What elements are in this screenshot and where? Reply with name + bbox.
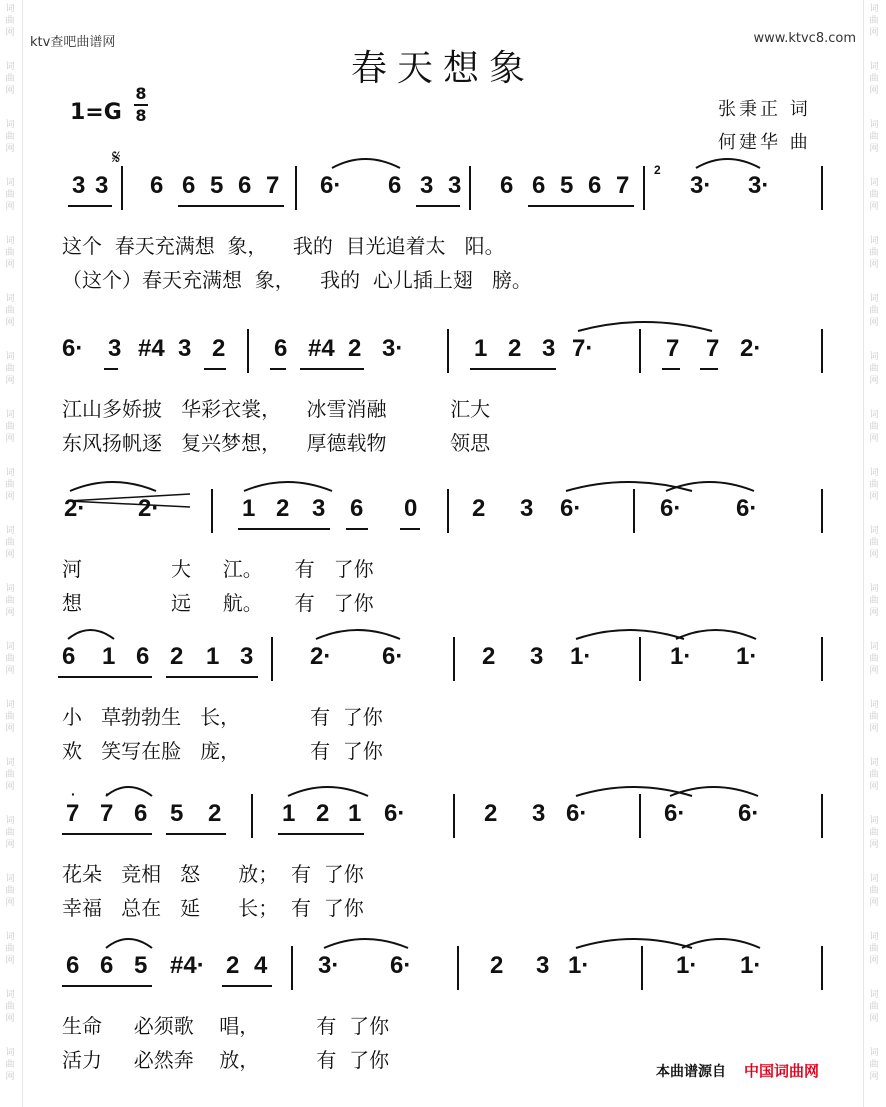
note: 2· — [310, 643, 332, 670]
watermark-char: 曲 — [869, 1002, 879, 1012]
watermark-char: 词 — [5, 410, 15, 420]
lyric-line-2: 幸福 总在 延 长； 有 了你 — [62, 896, 364, 920]
note: 6· — [382, 643, 404, 670]
slur-arc — [566, 482, 692, 491]
note: 2· — [138, 495, 160, 522]
watermark-char: 词 — [869, 816, 879, 826]
watermark-char: 曲 — [5, 886, 15, 896]
watermark-char: 网 — [5, 840, 15, 850]
watermark-char: 词 — [869, 352, 879, 362]
watermark-char: 曲 — [869, 596, 879, 606]
watermark-char: 曲 — [5, 190, 15, 200]
slur-arc — [576, 630, 684, 639]
watermark-char: 网 — [5, 782, 15, 792]
note: 6· — [390, 952, 412, 979]
note: 6 — [238, 172, 252, 199]
note: 5 — [560, 172, 574, 199]
slur-arc — [70, 482, 156, 491]
watermark-char: 曲 — [869, 190, 879, 200]
note: 6 — [274, 335, 288, 362]
note: 3 — [536, 952, 550, 979]
watermark-char: 曲 — [869, 132, 879, 142]
watermark-char: 词 — [869, 990, 879, 1000]
watermark-char: 词 — [869, 178, 879, 188]
footer-brand: 中国词曲网 — [744, 1062, 820, 1080]
key-signature: 1=G — [70, 100, 122, 125]
note: 2 — [170, 643, 184, 670]
note: 2· — [64, 495, 86, 522]
note: 2 — [484, 800, 498, 827]
note: 2 — [482, 643, 496, 670]
note: 7 — [100, 800, 114, 827]
slur-arc — [288, 787, 368, 796]
watermark-char: 网 — [5, 492, 15, 502]
time-denominator: 8 — [135, 106, 147, 125]
note: 1 — [102, 643, 116, 670]
lyric-line-2: 活力 必然奔 放， 有 了你 — [62, 1048, 390, 1072]
watermark-char: 曲 — [869, 248, 879, 258]
watermark-char: 曲 — [869, 306, 879, 316]
note: 6· — [62, 335, 84, 362]
watermark-char: 曲 — [869, 770, 879, 780]
note: 3 — [240, 643, 254, 670]
watermark-char: 词 — [869, 874, 879, 884]
note: 2 — [208, 800, 222, 827]
note: 3 — [530, 643, 544, 670]
site-url-right: www.ktvc8.com — [753, 31, 856, 46]
watermark-char: 网 — [869, 956, 879, 966]
note: 2· — [740, 335, 762, 362]
watermark-char: 网 — [5, 550, 15, 560]
watermark-char: 词 — [5, 932, 15, 942]
watermark-char: 曲 — [5, 132, 15, 142]
watermark-char: 词 — [5, 584, 15, 594]
note: 7 — [266, 172, 280, 199]
note: 7 — [706, 335, 720, 362]
note: 6 — [66, 952, 80, 979]
watermark-char: 网 — [5, 724, 15, 734]
slur-arc — [578, 322, 712, 331]
octave-dot: · — [71, 786, 76, 802]
note: #4 — [138, 335, 165, 362]
watermark-char: 网 — [869, 898, 879, 908]
watermark-char: 词 — [869, 410, 879, 420]
watermark-char: 网 — [869, 666, 879, 676]
note: 3 — [312, 495, 326, 522]
watermark-char: 词 — [5, 468, 15, 478]
watermark-char: 曲 — [5, 480, 15, 490]
watermark-char: 词 — [869, 758, 879, 768]
watermark-char: 词 — [5, 4, 15, 14]
note: 1· — [570, 643, 592, 670]
note: 3 — [542, 335, 556, 362]
watermark-char: 网 — [5, 260, 15, 270]
time-numerator: 8 — [135, 84, 147, 103]
watermark-char: 网 — [869, 376, 879, 386]
slur-arc — [576, 939, 692, 948]
note: 6· — [320, 172, 342, 199]
octave-dot: · — [105, 786, 110, 802]
note: 3· — [318, 952, 340, 979]
note: 2 — [348, 335, 362, 362]
note: 1 — [242, 495, 256, 522]
watermark-char: 曲 — [869, 364, 879, 374]
note: 3· — [690, 172, 712, 199]
watermark-char: 曲 — [5, 596, 15, 606]
note: 6 — [500, 172, 514, 199]
note: 2 — [472, 495, 486, 522]
note: 3 — [95, 172, 109, 199]
watermark-char: 词 — [5, 294, 15, 304]
note: 2 — [226, 952, 240, 979]
note: 6· — [736, 495, 758, 522]
watermark-char: 网 — [869, 1014, 879, 1024]
watermark-char: 词 — [5, 700, 15, 710]
watermark-char: 网 — [869, 260, 879, 270]
watermark-char: 曲 — [5, 828, 15, 838]
time-signature — [134, 84, 148, 126]
note: 6· — [384, 800, 406, 827]
lyric-line-2: 东风扬帆逐 复兴梦想， 厚德载物 领思 — [62, 431, 491, 455]
watermark-char: 曲 — [869, 422, 879, 432]
watermark-char: 网 — [5, 144, 15, 154]
note: 3 — [520, 495, 534, 522]
note: 3· — [382, 335, 404, 362]
note: #4 — [308, 335, 335, 362]
slur-arc — [244, 482, 332, 491]
watermark-char: 曲 — [5, 654, 15, 664]
site-name-left: ktv查吧曲谱网 — [30, 35, 116, 50]
watermark-char: 词 — [5, 874, 15, 884]
watermark-char: 曲 — [5, 944, 15, 954]
watermark-char: 网 — [869, 86, 879, 96]
watermark-char: 网 — [869, 202, 879, 212]
note: 6· — [738, 800, 760, 827]
note: 3· — [748, 172, 770, 199]
watermark-char: 网 — [869, 608, 879, 618]
watermark-char: 网 — [5, 28, 15, 38]
watermark-char: 曲 — [5, 1060, 15, 1070]
watermark-char: 曲 — [5, 770, 15, 780]
watermark-char: 曲 — [5, 1002, 15, 1012]
watermark-char: 网 — [5, 376, 15, 386]
watermark-char: 曲 — [5, 712, 15, 722]
slur-arc — [682, 939, 760, 948]
watermark-char: 曲 — [5, 306, 15, 316]
note: 7 — [666, 335, 680, 362]
slur-arc — [670, 787, 758, 796]
watermark-char: 曲 — [869, 74, 879, 84]
note: 1· — [740, 952, 762, 979]
lyric-line-2: 想 远 航。 有 了你 — [62, 591, 374, 615]
watermark-char: 曲 — [869, 828, 879, 838]
watermark-char: 网 — [869, 434, 879, 444]
composer-credit: 何建华 曲 — [718, 132, 811, 153]
note: 2 — [316, 800, 330, 827]
lyric-line-1: 这个 春天充满想 象， 我的 目光追着太 阳。 — [62, 234, 505, 258]
slur-arc — [676, 630, 756, 639]
note: 5 — [210, 172, 224, 199]
watermark-char: 曲 — [5, 16, 15, 26]
footer-source-label: 本曲谱源自 — [656, 1064, 726, 1080]
watermark-char: 词 — [5, 1048, 15, 1058]
slur-arc — [106, 787, 152, 796]
watermark-char: 词 — [869, 62, 879, 72]
slur-arc — [316, 630, 400, 639]
lyric-line-1: 江山多娇披 华彩衣裳， 冰雪消融 汇大 — [62, 397, 491, 421]
note: 0 — [404, 495, 418, 522]
lyricist-credit: 张秉正 词 — [718, 99, 811, 120]
footer-source — [656, 1060, 819, 1081]
watermark-char: 词 — [869, 468, 879, 478]
note: 7· — [572, 335, 594, 362]
watermark-char: 词 — [869, 526, 879, 536]
note: 1 — [206, 643, 220, 670]
watermark-char: 曲 — [869, 886, 879, 896]
watermark-char: 曲 — [869, 480, 879, 490]
note: 3 — [420, 172, 434, 199]
watermark-char: 词 — [5, 526, 15, 536]
watermark-char: 曲 — [869, 944, 879, 954]
watermark-char: 词 — [869, 120, 879, 130]
note: 6 — [136, 643, 150, 670]
note: 6· — [560, 495, 582, 522]
watermark-char: 网 — [869, 1072, 879, 1082]
note: 1 — [282, 800, 296, 827]
note: 7 — [616, 172, 630, 199]
watermark-char: 曲 — [5, 248, 15, 258]
watermark-char: 网 — [869, 318, 879, 328]
watermark-char: 词 — [869, 294, 879, 304]
watermark-char: 网 — [869, 724, 879, 734]
note: 6 — [150, 172, 164, 199]
watermark-char: 曲 — [5, 422, 15, 432]
slur-arc — [696, 159, 760, 168]
note: 1· — [568, 952, 590, 979]
lyric-line-1: 小 草勃勃生 长， 有 了你 — [62, 705, 383, 729]
watermark-char: 曲 — [869, 712, 879, 722]
watermark-char: 词 — [869, 642, 879, 652]
watermark-char: 曲 — [869, 1060, 879, 1070]
note: 6 — [100, 952, 114, 979]
lyric-line-1: 花朵 竞相 怒 放； 有 了你 — [62, 862, 364, 886]
watermark-char: 词 — [5, 352, 15, 362]
watermark-char: 词 — [869, 584, 879, 594]
note: #4· — [170, 952, 205, 979]
note: 3 — [532, 800, 546, 827]
crescendo-hairpin — [68, 494, 190, 507]
watermark-char: 网 — [869, 782, 879, 792]
watermark-char: 词 — [869, 4, 879, 14]
watermark-char: 曲 — [869, 538, 879, 548]
song-title: 春天想象 — [350, 48, 535, 89]
note: 1· — [676, 952, 698, 979]
note: 6 — [532, 172, 546, 199]
slur-arc — [106, 939, 152, 948]
note: 6 — [588, 172, 602, 199]
watermark-char: 网 — [869, 550, 879, 560]
lyric-line-2: 欢 笑写在脸 庞， 有 了你 — [62, 739, 383, 763]
note: 2 — [212, 335, 226, 362]
watermark-char: 网 — [5, 666, 15, 676]
watermark-char: 网 — [5, 1072, 15, 1082]
watermark-char: 词 — [869, 236, 879, 246]
note: 6 — [350, 495, 364, 522]
slur-arc — [666, 482, 754, 491]
watermark-char: 网 — [869, 28, 879, 38]
segno-symbol: 𝄋 — [112, 145, 121, 169]
lyric-line-1: 河 大 江。 有 了你 — [62, 557, 374, 581]
note: 1 — [348, 800, 362, 827]
note: 4 — [254, 952, 268, 979]
note: 2 — [508, 335, 522, 362]
watermark-char: 词 — [5, 758, 15, 768]
note: 6· — [664, 800, 686, 827]
note: 1· — [670, 643, 692, 670]
watermark-char: 词 — [5, 178, 15, 188]
note: 6· — [566, 800, 588, 827]
note: 6 — [182, 172, 196, 199]
note: 1· — [736, 643, 758, 670]
slur-arc — [324, 939, 408, 948]
watermark-char: 网 — [869, 492, 879, 502]
watermark-char: 网 — [5, 318, 15, 328]
watermark-char: 曲 — [5, 364, 15, 374]
watermark-char: 词 — [5, 642, 15, 652]
watermark-char: 词 — [5, 816, 15, 826]
note: 3 — [72, 172, 86, 199]
watermark-char: 网 — [5, 898, 15, 908]
note: 2 — [490, 952, 504, 979]
note: 5 — [134, 952, 148, 979]
note: 6· — [660, 495, 682, 522]
note: 1 — [474, 335, 488, 362]
note: 6 — [388, 172, 402, 199]
watermark-char: 曲 — [5, 74, 15, 84]
watermark-char: 曲 — [869, 654, 879, 664]
note: 7 — [66, 800, 80, 827]
lyric-line-2: （这个）春天充满想 象， 我的 心儿插上翅 膀。 — [62, 268, 532, 292]
note: 6 — [62, 643, 76, 670]
watermark-char: 词 — [869, 932, 879, 942]
watermark-char: 网 — [869, 840, 879, 850]
note: 2 — [276, 495, 290, 522]
watermark-char: 网 — [5, 608, 15, 618]
lyric-line-1: 生命 必须歌 唱， 有 了你 — [62, 1014, 390, 1038]
watermark-char: 网 — [5, 86, 15, 96]
note: 3 — [448, 172, 462, 199]
watermark-char: 网 — [5, 1014, 15, 1024]
watermark-char: 曲 — [5, 538, 15, 548]
watermark-char: 词 — [5, 236, 15, 246]
meter-change-mark: 2 — [654, 163, 661, 177]
watermark-char: 词 — [5, 62, 15, 72]
note: 3 — [108, 335, 122, 362]
watermark-char: 词 — [869, 1048, 879, 1058]
watermark-char: 网 — [5, 202, 15, 212]
watermark-char: 曲 — [869, 16, 879, 26]
note: 3 — [178, 335, 192, 362]
slur-arc — [68, 630, 114, 639]
note: 6 — [134, 800, 148, 827]
watermark-char: 词 — [869, 700, 879, 710]
note: 5 — [170, 800, 184, 827]
watermark-char: 网 — [869, 144, 879, 154]
watermark-char: 网 — [5, 956, 15, 966]
watermark-char: 词 — [5, 120, 15, 130]
watermark-char: 词 — [5, 990, 15, 1000]
watermark-char: 网 — [5, 434, 15, 444]
slur-arc — [332, 159, 400, 168]
